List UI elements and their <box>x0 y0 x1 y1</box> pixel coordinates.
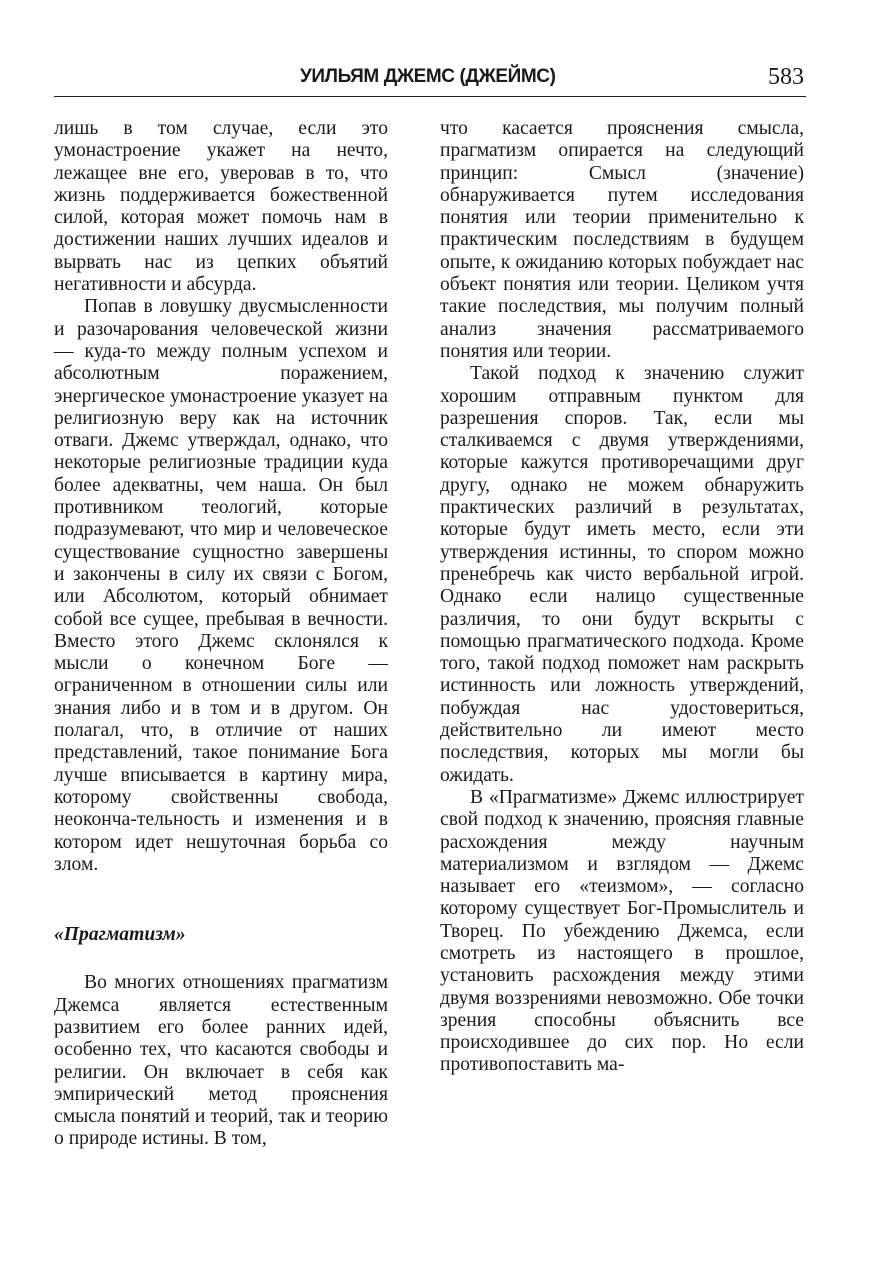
right-paragraph-3: В «Прагматизме» Джемс иллюстрирует свой подход к значению, проясняя главные расхождения между научным материализмом и взглядом — Джемс называет его «теизмом», — согласно которому существует Бог-Промыслитель и Творец. По убеждению Джемса, если смотреть из настоящего в прошлое, установить расхождения между этими двумя воззрениями невозможно. Обе точки зрения способны объяснить все происходившее до сих пор. Но если противопоставить ма- <box>440 786 804 1076</box>
page-number: 583 <box>768 64 804 90</box>
right-paragraph-2: Такой подход к значению служит хорошим отправным пунктом для разрешения споров. Так, если мы сталкиваемся с двумя утверждениями, которые кажутся противоречащими друг другу, однако не можем обнаружить практических различий в результатах, которые будут иметь место, если эти утверждения истинны, то спором можно пренебречь как чисто вербальной игрой. Однако если налицо существенные различия, то они будут вскрыты с помощью прагматического подхода. Кроме того, такой подход поможет нам раскрыть истинность или ложность утверждений, побуждая нас удостовериться, действительно ли имеют место последствия, которых мы могли бы ожидать. <box>440 363 804 786</box>
right-paragraph-1: что касается прояснения смысла, прагматизм опирается на следующий принцип: Смысл (значение) обнаруживается путем исследования понятия или теории применительно к практическим последствиям в будущем опыте, к ожиданию которых побуждает нас объект понятия или теории. Целиком учтя такие последствия, мы получим полный анализ значения рассматриваемого понятия или теории. <box>440 118 804 362</box>
left-paragraph-1: лишь в том случае, если это умонастроение укажет на нечто, лежащее вне его, уверовав в то, что жизнь поддерживается божественной силой, которая может помочь нам в достижении наших лучших идеалов и вырвать нас из цепких объятий негативности и абсурда. <box>54 118 388 296</box>
header-rule <box>54 96 806 97</box>
running-header-title: УИЛЬЯМ ДЖЕМС (ДЖЕЙМС) <box>300 66 556 87</box>
left-column <box>54 118 388 1151</box>
left-paragraph-3: Во многих отношениях прагматизм Джемса является естественным развитием его более ранних идей, особенно тех, что касаются свободы и религии. Он включает в себя как эмпирический метод прояснения смысла понятий и теорий, так и теорию о природе истины. В том, <box>54 972 388 1150</box>
section-heading: «Прагматизм» <box>54 924 186 946</box>
left-paragraph-2: Попав в ловушку двусмысленности и разочарования человеческой жизни — куда-то между полным успехом и абсолютным поражением, энергическое умонастроение указует на религиозную веру как на источник отваги. Джемс утверждал, однако, что некоторые религиозные традиции куда более адекватны, чем наша. Он был противником теологий, которые подразумевают, что мир и человеческое существование сущностно завершены и закончены в силу их связи с Богом, или Абсолютом, который обнимает собой все сущее, пребывая в вечности. Вместо этого Джемс склонялся к мысли о конечном Боге — ограниченном в отношении силы или знания либо и в том и в другом. Он полагал, что, в отличие от наших представлений, такое понимание Бога лучше вписывается в картину мира, которому свойственны свобода, неоконча-тельность и изменения и в котором идет нешуточная борьба со злом. <box>54 296 388 875</box>
right-column <box>440 118 804 1077</box>
